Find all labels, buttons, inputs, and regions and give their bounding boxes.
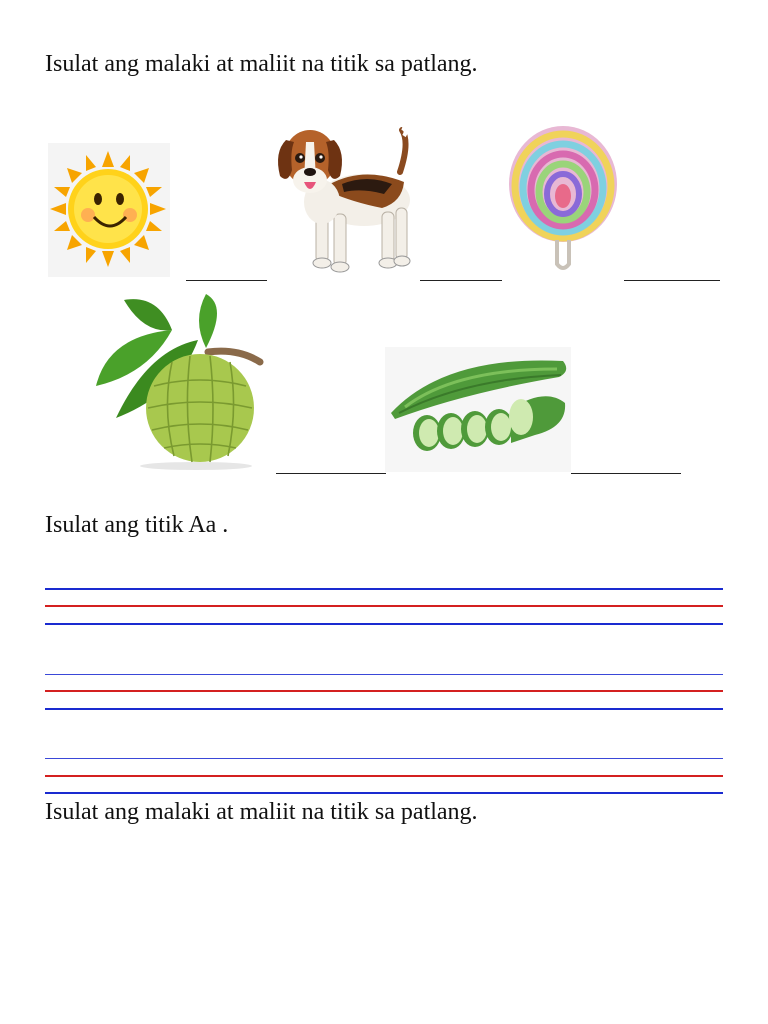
base-guide-line [45,708,723,710]
answer-blank-bitter-gourd[interactable] [571,473,681,474]
instruction-1: Isulat ang malaki at maliit na titik sa patlang. [45,51,478,77]
answer-blank-custard-apple[interactable] [276,473,386,474]
sun-icon [48,143,170,277]
custard-apple-icon [88,290,266,470]
dog-icon [272,122,422,277]
answer-blank-dog[interactable] [420,280,502,281]
mid-guide-line [45,690,723,692]
instruction-2: Isulat ang titik Aa . [45,512,229,538]
instruction-3: Isulat ang malaki at maliit na titik sa patlang. [45,799,478,825]
base-guide-line [45,792,723,794]
mid-guide-line [45,775,723,777]
top-guide-line [45,588,723,590]
top-guide-line [45,758,723,759]
answer-blank-fan[interactable] [624,280,720,281]
mid-guide-line [45,605,723,607]
top-guide-line [45,674,723,675]
answer-blank-sun[interactable] [186,280,267,281]
bitter-gourd-icon [385,347,571,472]
base-guide-line [45,623,723,625]
woven-fan-icon [505,122,620,277]
